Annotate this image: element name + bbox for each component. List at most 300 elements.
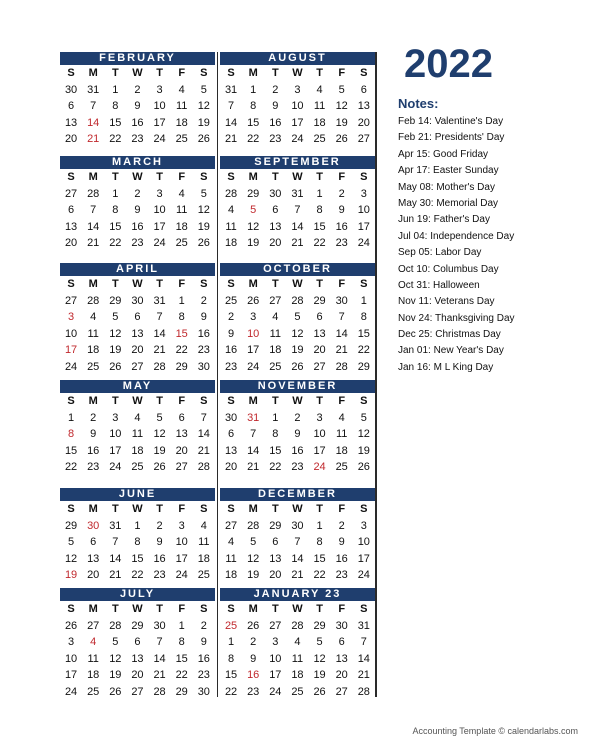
day-cell: 15 <box>109 220 122 233</box>
day-cell: 8 <box>228 652 235 665</box>
weekday-label: T <box>271 171 279 183</box>
day-cell: 9 <box>338 204 345 216</box>
weekday-label: S <box>360 395 368 407</box>
week-row <box>220 98 375 115</box>
day-cell: 7 <box>156 311 163 323</box>
day-cell: 13 <box>131 327 144 340</box>
week-row <box>60 219 215 236</box>
day-cell: 23 <box>153 569 166 581</box>
weekday-label: T <box>156 503 163 515</box>
day-cell: 26 <box>197 237 210 249</box>
week-row <box>220 534 375 551</box>
day-cell: 8 <box>316 204 323 216</box>
day-cell: 8 <box>360 311 367 323</box>
day-cell: 2 <box>90 411 97 424</box>
day-cell: 4 <box>200 519 207 532</box>
day-cell: 26 <box>197 133 210 145</box>
day-cell: 18 <box>224 237 238 249</box>
week-row <box>220 651 375 668</box>
week-row <box>60 82 215 99</box>
day-cell: 9 <box>272 100 279 112</box>
weekday-label: F <box>178 171 186 183</box>
weekday-label: W <box>292 395 303 407</box>
holiday-day: 19 <box>64 569 78 581</box>
day-cell: 23 <box>131 237 144 249</box>
weekday-row <box>220 276 375 293</box>
week-row <box>60 634 215 651</box>
day-cell: 10 <box>313 428 326 440</box>
weekday-label: S <box>200 171 208 183</box>
day-cell: 6 <box>316 311 323 323</box>
day-cell: 27 <box>64 294 78 307</box>
note-item: May 30: Memorial Day <box>398 197 499 209</box>
day-cell: 6 <box>68 204 75 216</box>
weekday-label: S <box>227 171 235 183</box>
note-item: Nov 24: Thanksgiving Day <box>398 312 515 324</box>
day-cell: 1 <box>272 411 279 424</box>
day-cell: 27 <box>87 619 100 632</box>
day-cell: 15 <box>269 444 282 457</box>
day-cell: 23 <box>291 461 304 473</box>
day-cell: 20 <box>224 461 238 473</box>
day-cell: 15 <box>247 116 260 129</box>
note-item: Sep 05: Labor Day <box>398 247 482 259</box>
day-cell: 27 <box>269 619 282 632</box>
day-cell: 11 <box>87 327 99 340</box>
weekday-label: T <box>111 603 119 615</box>
month-block <box>220 488 375 584</box>
day-cell: 14 <box>224 116 238 129</box>
weekday-row <box>60 169 215 186</box>
day-cell: 15 <box>64 444 78 457</box>
note-item: Apr 17: Easter Sunday <box>398 165 499 177</box>
day-cell: 22 <box>357 344 370 356</box>
weekday-label: S <box>200 278 208 290</box>
day-cell: 27 <box>64 187 78 200</box>
weekday-label: M <box>88 395 98 407</box>
day-cell: 8 <box>112 204 119 216</box>
day-cell: 13 <box>335 652 348 665</box>
day-cell: 3 <box>360 187 367 200</box>
month-block <box>60 263 215 375</box>
weekday-label: F <box>338 395 346 407</box>
weekday-label: T <box>271 67 279 79</box>
week-row <box>220 326 375 343</box>
day-cell: 23 <box>197 669 210 681</box>
week-row <box>60 186 215 203</box>
day-cell: 25 <box>197 569 210 581</box>
day-cell: 3 <box>68 636 75 648</box>
day-cell: 22 <box>131 569 144 581</box>
day-cell: 24 <box>357 237 370 249</box>
day-cell: 20 <box>64 237 78 249</box>
day-cell: 5 <box>294 311 301 323</box>
week-row <box>60 651 215 668</box>
day-cell: 2 <box>134 187 141 200</box>
week-row <box>60 534 215 551</box>
day-cell: 9 <box>200 636 207 648</box>
weekday-label: S <box>67 395 75 407</box>
note-item: Nov 11: Veterans Day <box>398 296 495 308</box>
day-cell: 24 <box>153 133 166 145</box>
day-cell: 13 <box>269 220 282 233</box>
day-cell: 13 <box>313 327 326 340</box>
day-cell: 24 <box>153 237 166 249</box>
week-row <box>60 235 215 252</box>
weekday-label: T <box>316 395 323 407</box>
week-row <box>220 667 375 684</box>
day-cell: 16 <box>335 552 348 565</box>
weekday-row <box>220 169 375 186</box>
weekday-label: T <box>111 395 119 407</box>
day-cell: 25 <box>313 133 326 145</box>
day-cell: 23 <box>197 344 210 356</box>
day-cell: 14 <box>247 444 260 457</box>
weekday-label: M <box>88 171 98 183</box>
weekday-label: S <box>67 603 75 615</box>
weekday-label: T <box>316 278 323 290</box>
weekday-label: M <box>248 278 258 290</box>
weekday-label: F <box>178 603 186 615</box>
day-cell: 28 <box>197 461 210 473</box>
day-cell: 18 <box>87 344 100 356</box>
day-cell: 17 <box>64 669 78 681</box>
day-cell: 20 <box>335 669 348 681</box>
day-cell: 2 <box>134 83 141 96</box>
day-cell: 14 <box>153 327 166 340</box>
week-row <box>60 518 215 535</box>
day-cell: 30 <box>153 619 166 632</box>
day-cell: 1 <box>112 187 119 200</box>
day-cell: 28 <box>291 619 304 632</box>
month-block <box>60 52 215 148</box>
day-cell: 22 <box>247 133 260 145</box>
holiday-day: 10 <box>247 327 260 340</box>
day-cell: 21 <box>224 133 238 145</box>
day-cell: 2 <box>200 619 207 632</box>
day-cell: 17 <box>153 116 166 129</box>
weekday-label: M <box>248 171 258 183</box>
day-cell: 21 <box>153 669 166 681</box>
weekday-label: F <box>338 603 346 615</box>
weekday-label: M <box>88 67 98 79</box>
day-cell: 7 <box>112 536 119 548</box>
weekday-label: T <box>316 67 323 79</box>
weekday-label: M <box>88 503 98 515</box>
day-cell: 13 <box>64 116 78 129</box>
weekday-label: T <box>111 278 119 290</box>
day-cell: 5 <box>200 187 207 200</box>
day-cell: 8 <box>316 536 323 548</box>
weekday-label: F <box>178 503 186 515</box>
weekday-label: S <box>360 67 368 79</box>
day-cell: 23 <box>247 685 260 698</box>
day-cell: 11 <box>335 428 348 440</box>
weekday-label: S <box>227 278 235 290</box>
day-cell: 24 <box>64 685 78 698</box>
day-cell: 8 <box>112 100 119 112</box>
day-cell: 29 <box>313 619 326 632</box>
day-cell: 7 <box>294 536 301 548</box>
month-block <box>60 156 215 252</box>
day-cell: 24 <box>64 360 78 373</box>
day-cell: 2 <box>294 411 301 424</box>
day-cell: 26 <box>357 461 370 473</box>
day-cell: 5 <box>112 311 119 323</box>
week-row <box>60 551 215 568</box>
week-row <box>220 684 375 701</box>
week-row <box>60 293 215 310</box>
day-cell: 11 <box>131 428 144 440</box>
day-cell: 1 <box>178 294 185 307</box>
day-cell: 10 <box>291 100 304 112</box>
weekday-label: F <box>338 67 346 79</box>
day-cell: 13 <box>269 552 282 565</box>
day-cell: 18 <box>224 569 238 581</box>
holiday-day: 21 <box>87 133 100 145</box>
day-cell: 3 <box>156 83 163 96</box>
weekday-label: S <box>67 171 75 183</box>
day-cell: 16 <box>153 552 166 565</box>
day-cell: 2 <box>156 519 163 532</box>
day-cell: 20 <box>357 116 370 129</box>
week-row <box>60 326 215 343</box>
weekday-label: S <box>200 395 208 407</box>
day-cell: 15 <box>175 652 188 665</box>
day-cell: 14 <box>87 220 100 233</box>
weekday-row <box>60 65 215 82</box>
note-item: Oct 10: Columbus Day <box>398 263 499 275</box>
weekday-label: S <box>360 603 368 615</box>
day-cell: 25 <box>175 133 188 145</box>
day-cell: 24 <box>357 569 370 581</box>
day-cell: 18 <box>269 344 282 356</box>
day-cell: 6 <box>134 636 141 648</box>
month-header: JANUARY 23 <box>220 588 375 601</box>
day-cell: 11 <box>87 652 99 665</box>
month-header: SEPTEMBER <box>220 156 375 169</box>
day-cell: 5 <box>68 536 75 548</box>
year-title: 2022 <box>404 42 493 86</box>
month-header: JUNE <box>60 488 215 501</box>
weekday-label: S <box>227 503 235 515</box>
day-cell: 1 <box>250 83 257 96</box>
day-cell: 19 <box>197 116 210 129</box>
day-cell: 29 <box>247 187 260 200</box>
day-cell: 12 <box>153 428 166 440</box>
holiday-day: 3 <box>68 311 75 323</box>
day-cell: 25 <box>87 360 100 373</box>
holiday-day: 15 <box>175 327 188 340</box>
month-block <box>60 588 215 700</box>
day-cell: 11 <box>175 204 188 216</box>
day-cell: 19 <box>291 344 304 356</box>
day-cell: 27 <box>131 685 144 698</box>
week-row <box>60 309 215 326</box>
day-cell: 26 <box>247 619 260 632</box>
holiday-day: 14 <box>87 116 100 129</box>
weekday-row <box>220 393 375 410</box>
weekday-label: T <box>156 278 163 290</box>
day-cell: 27 <box>357 133 370 145</box>
day-cell: 20 <box>131 344 144 356</box>
day-cell: 22 <box>175 669 188 681</box>
day-cell: 28 <box>247 519 260 532</box>
day-cell: 12 <box>109 327 122 340</box>
month-block <box>220 52 375 148</box>
weekday-label: F <box>338 171 346 183</box>
day-cell: 21 <box>87 237 100 249</box>
day-cell: 29 <box>313 294 326 307</box>
day-cell: 1 <box>228 636 235 648</box>
holiday-day: 4 <box>90 636 97 648</box>
week-row <box>60 567 215 584</box>
day-cell: 4 <box>228 536 235 548</box>
month-block <box>220 380 375 476</box>
day-cell: 10 <box>153 100 166 112</box>
day-cell: 31 <box>357 619 370 632</box>
weekday-label: T <box>271 278 279 290</box>
weekday-label: F <box>338 503 346 515</box>
day-cell: 7 <box>156 636 163 648</box>
day-cell: 15 <box>131 552 144 565</box>
day-cell: 3 <box>112 411 119 424</box>
day-cell: 18 <box>291 669 304 681</box>
day-cell: 22 <box>224 685 238 698</box>
note-item: Oct 31: Halloween <box>398 279 480 291</box>
day-cell: 20 <box>175 444 188 457</box>
week-row <box>220 518 375 535</box>
month-header: OCTOBER <box>220 263 375 276</box>
notes-heading: Notes: <box>398 96 439 111</box>
weekday-label: F <box>338 278 346 290</box>
day-cell: 8 <box>134 536 141 548</box>
week-row <box>60 342 215 359</box>
month-header: AUGUST <box>220 52 375 65</box>
day-cell: 23 <box>87 461 100 473</box>
week-row <box>60 443 215 460</box>
day-cell: 29 <box>357 360 370 373</box>
weekday-row <box>60 601 215 618</box>
day-cell: 12 <box>291 327 304 340</box>
day-cell: 24 <box>247 360 260 373</box>
day-cell: 16 <box>197 327 210 340</box>
day-cell: 30 <box>197 360 210 373</box>
day-cell: 7 <box>294 204 301 216</box>
day-cell: 27 <box>269 294 282 307</box>
day-cell: 6 <box>338 636 345 648</box>
day-cell: 1 <box>178 619 185 632</box>
day-cell: 31 <box>109 519 122 532</box>
day-cell: 17 <box>109 444 122 457</box>
weekday-label: M <box>88 603 98 615</box>
weekday-label: F <box>178 278 186 290</box>
day-cell: 17 <box>175 552 188 565</box>
day-cell: 19 <box>153 444 166 457</box>
week-row <box>220 634 375 651</box>
day-cell: 3 <box>294 83 301 96</box>
weekday-label: T <box>316 171 323 183</box>
day-cell: 5 <box>250 536 257 548</box>
weekday-label: S <box>360 503 368 515</box>
weekday-label: S <box>67 278 75 290</box>
day-cell: 10 <box>357 536 370 548</box>
day-cell: 11 <box>198 536 210 548</box>
day-cell: 14 <box>291 220 304 233</box>
day-cell: 9 <box>134 204 141 216</box>
week-row <box>220 219 375 236</box>
day-cell: 15 <box>357 327 370 340</box>
day-cell: 24 <box>175 569 188 581</box>
weekday-label: S <box>360 171 368 183</box>
day-cell: 18 <box>313 116 326 129</box>
day-cell: 18 <box>175 220 188 233</box>
day-cell: 18 <box>131 444 144 457</box>
weekday-row <box>220 601 375 618</box>
day-cell: 21 <box>153 344 166 356</box>
weekday-row <box>60 276 215 293</box>
weekday-label: T <box>271 603 279 615</box>
week-row <box>60 410 215 427</box>
day-cell: 23 <box>224 360 238 373</box>
weekday-label: T <box>316 503 323 515</box>
day-cell: 12 <box>335 100 348 112</box>
day-cell: 6 <box>68 100 75 112</box>
day-cell: 17 <box>357 552 370 565</box>
month-block <box>220 263 375 375</box>
weekday-label: S <box>227 67 235 79</box>
day-cell: 13 <box>87 552 100 565</box>
week-row <box>220 618 375 635</box>
day-cell: 6 <box>228 428 235 440</box>
day-cell: 31 <box>224 83 238 96</box>
day-cell: 10 <box>153 204 166 216</box>
day-cell: 27 <box>313 360 326 373</box>
day-cell: 9 <box>90 428 97 440</box>
day-cell: 17 <box>153 220 166 233</box>
day-cell: 16 <box>197 652 210 665</box>
day-cell: 12 <box>109 652 122 665</box>
day-cell: 25 <box>224 294 238 307</box>
weekday-label: T <box>271 395 279 407</box>
week-row <box>220 186 375 203</box>
day-cell: 6 <box>360 83 367 96</box>
day-cell: 12 <box>247 220 260 233</box>
center-divider <box>217 52 218 697</box>
day-cell: 2 <box>228 311 235 323</box>
week-row <box>60 202 215 219</box>
weekday-row <box>220 65 375 82</box>
week-row <box>220 359 375 376</box>
day-cell: 9 <box>200 311 207 323</box>
weekday-label: T <box>316 603 323 615</box>
holiday-day: 25 <box>224 619 238 632</box>
weekday-label: W <box>132 67 143 79</box>
day-cell: 20 <box>269 237 282 249</box>
note-item: Jun 19: Father's Day <box>398 214 490 226</box>
day-cell: 26 <box>64 619 78 632</box>
day-cell: 6 <box>90 536 97 548</box>
note-item: Feb 21: Presidents' Day <box>398 132 505 144</box>
day-cell: 7 <box>360 636 367 648</box>
day-cell: 16 <box>131 220 144 233</box>
weekday-label: W <box>292 603 303 615</box>
day-cell: 2 <box>272 83 279 96</box>
day-cell: 13 <box>175 428 188 440</box>
note-item: Apr 15: Good Friday <box>398 148 489 160</box>
day-cell: 10 <box>64 327 78 340</box>
weekday-label: F <box>178 67 186 79</box>
